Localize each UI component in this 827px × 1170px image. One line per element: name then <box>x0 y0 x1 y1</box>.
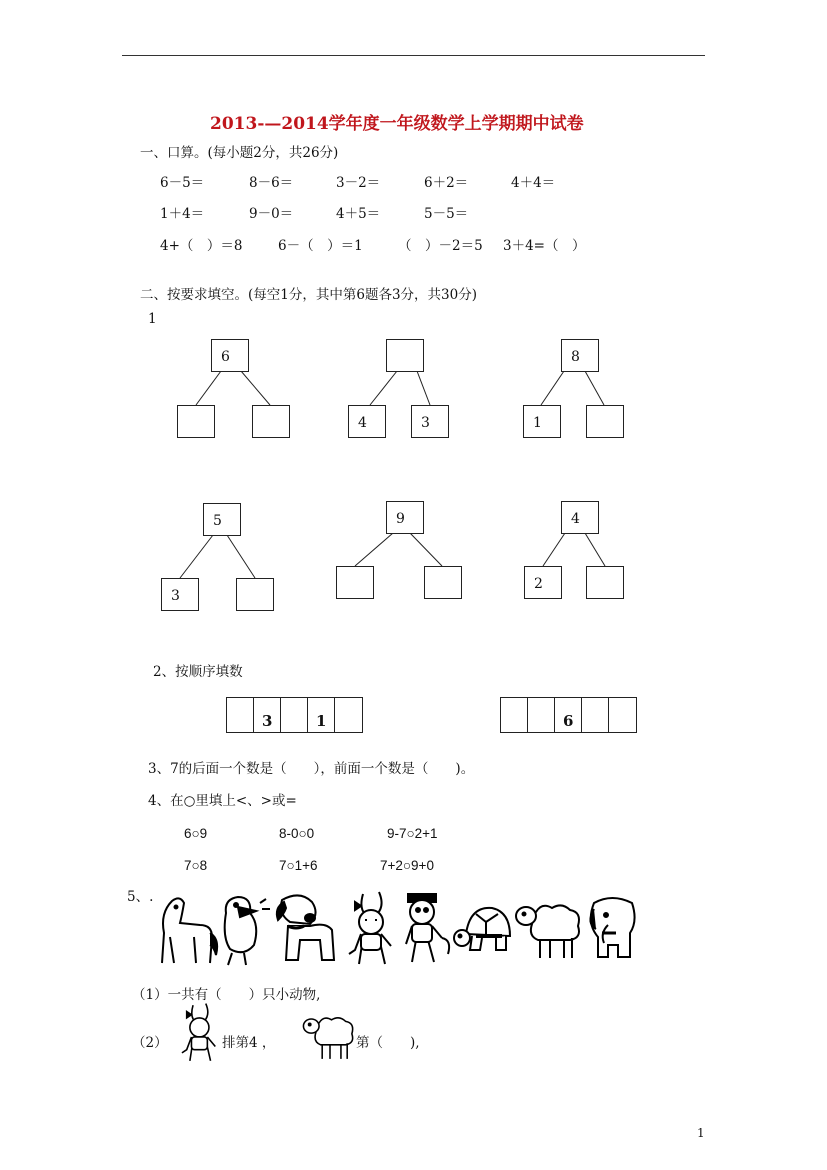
bond-number: 3 <box>421 415 430 431</box>
monkey-icon <box>398 890 454 968</box>
bond-right-box[interactable] <box>252 405 290 438</box>
page-number: 1 <box>697 1126 705 1140</box>
bond-left-box[interactable] <box>524 566 562 599</box>
bond-number: 6 <box>221 349 230 365</box>
bond-number: 4 <box>571 511 580 527</box>
sequence-cell[interactable] <box>335 698 362 732</box>
oral-item: 6＋2＝ <box>424 175 469 191</box>
bond-left-box[interactable] <box>161 578 199 611</box>
chick-icon <box>216 893 272 968</box>
bond-number: 8 <box>571 349 580 365</box>
bond-left-box[interactable] <box>177 405 215 438</box>
section2-heading: 二、按要求填空。(每空1分，其中第6题各3分，共30分) <box>140 287 477 303</box>
question1-label: 1 <box>148 311 157 327</box>
bond-number: 1 <box>533 415 542 431</box>
sequence-row <box>226 697 363 733</box>
oral-item: 6－（ ）＝1 <box>278 238 363 254</box>
rabbit-icon <box>345 890 401 968</box>
bond-right-box[interactable] <box>236 578 274 611</box>
compare-item: 7○8 <box>184 858 208 873</box>
horse-icon <box>150 893 220 968</box>
question5-part1: （1）一共有（ ）只小动物, <box>132 987 321 1003</box>
compare-item: 9-7○2+1 <box>387 826 438 841</box>
oral-item: 6－5＝ <box>160 175 205 191</box>
turtle-icon <box>452 900 516 962</box>
oral-item: 4＋5＝ <box>336 206 381 222</box>
bond-right-box[interactable] <box>411 405 449 438</box>
oral-item: （ ）－2＝5 <box>398 238 483 254</box>
bond-top-box[interactable] <box>203 503 241 536</box>
oral-item: 3－2＝ <box>336 175 381 191</box>
question4-label: 4、在○里填上<、>或= <box>148 793 297 809</box>
compare-item: 8-0○0 <box>279 826 315 841</box>
sequence-cell[interactable] <box>227 698 254 732</box>
bond-top-box[interactable] <box>211 339 249 372</box>
sheep-icon <box>300 1012 360 1062</box>
header-rule <box>122 55 705 56</box>
bond-number: 9 <box>396 511 405 527</box>
oral-item: 8－6＝ <box>249 175 294 191</box>
bond-left-box[interactable] <box>523 405 561 438</box>
compare-item: 6○9 <box>184 826 208 841</box>
bond-number: 2 <box>534 576 543 592</box>
sequence-cell[interactable] <box>281 698 308 732</box>
bond-right-box[interactable] <box>586 566 624 599</box>
bond-top-box[interactable] <box>386 501 424 534</box>
oral-item: 4+（ ）＝8 <box>160 238 243 254</box>
rabbit-icon <box>176 1002 226 1064</box>
sequence-cell[interactable] <box>609 698 636 732</box>
bond-top-box[interactable] <box>386 339 424 372</box>
sequence-row <box>500 697 637 733</box>
question5-label: 5、. <box>127 889 154 905</box>
sheep-icon <box>512 898 588 962</box>
bond-top-box[interactable] <box>561 501 599 534</box>
bond-number: 5 <box>213 513 222 529</box>
question3: 3、7的后面一个数是（ ），前面一个数是（ )。 <box>148 761 475 777</box>
sequence-cell[interactable] <box>501 698 528 732</box>
bond-right-box[interactable] <box>424 566 462 599</box>
bond-left-box[interactable] <box>336 566 374 599</box>
page-title: 2013-—2014学年度一年级数学上学期期中试卷 <box>210 114 584 134</box>
oral-item: 5－5＝ <box>424 206 469 222</box>
section1-heading: 一、口算。(每小题2分，共26分) <box>140 145 339 161</box>
compare-item: 7○1+6 <box>279 858 318 873</box>
dog-icon <box>270 890 342 968</box>
oral-item: 4＋4＝ <box>511 175 556 191</box>
question2-label: 2、按顺序填数 <box>153 664 243 680</box>
oral-item: 9－0＝ <box>249 206 294 222</box>
sequence-cell[interactable] <box>528 698 555 732</box>
sequence-cell[interactable] <box>582 698 609 732</box>
question5-part2-prefix: （2） <box>132 1035 168 1051</box>
elephant-icon <box>584 893 640 963</box>
bond-top-box[interactable] <box>561 339 599 372</box>
sequence-cell[interactable]: 6 <box>555 698 582 732</box>
oral-item: 1＋4＝ <box>160 206 205 222</box>
sequence-cell[interactable]: 1 <box>308 698 335 732</box>
bond-number: 4 <box>358 415 367 431</box>
oral-item: 3＋4=（ ） <box>503 238 586 254</box>
bond-left-box[interactable] <box>348 405 386 438</box>
sequence-cell[interactable]: 3 <box>254 698 281 732</box>
question5-part2-suffix: 第（ ), <box>356 1035 420 1051</box>
bond-number: 3 <box>171 588 180 604</box>
bond-right-box[interactable] <box>586 405 624 438</box>
question5-part2-mid: 排第4 ， <box>222 1035 276 1051</box>
compare-item: 7+2○9+0 <box>380 858 434 873</box>
